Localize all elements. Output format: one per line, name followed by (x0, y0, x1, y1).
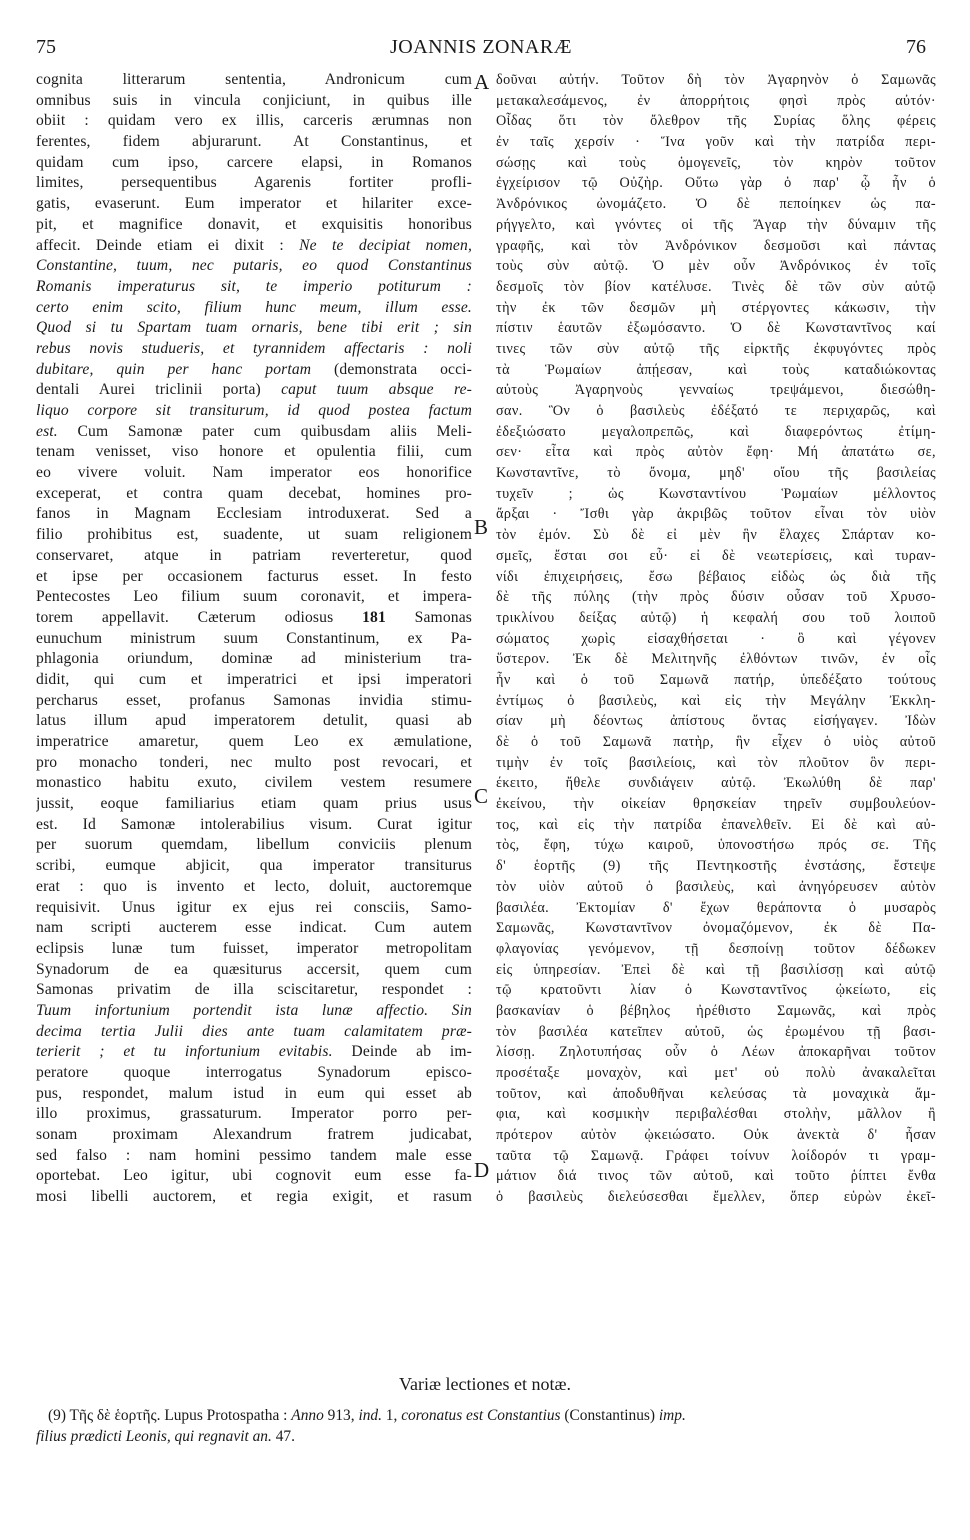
latin-line (36, 442, 472, 463)
italic-text: terierit ; et tu infortunium evitabis. (36, 1043, 333, 1061)
text-run: conservaret, atque in patriam reverteretur, quod (36, 546, 472, 564)
latin-line (36, 898, 472, 919)
text-run: dentali Aurei triclinii porta) (36, 381, 282, 399)
greek-line: σαν. Ὃν ὁ βασιλεὺς ἐδέξατό τε περιχαρῶς, καὶ (496, 403, 936, 419)
text-run: monastico habitu exuto, civilem vestem resumere (36, 774, 472, 792)
text-run: illo proximus, grassaturum. Imperator porro per- (36, 1105, 472, 1123)
text-run: (Constantinus) (560, 1407, 659, 1424)
greek-line: εἰς ὑπηρεσίαν. Ἐπεὶ δὲ καὶ τῇ βασιλίσσῃ καὶ αὐτῷ (496, 961, 936, 978)
greek-line: ὕστερον. Ἐκ δὲ Μελιτηνῆς ἐλθόντων τινῶν, ἐν οἷς (496, 651, 936, 668)
text-run: eo vivere voluit. Nam imperator eos honorifice (36, 464, 472, 482)
italic-text: caput tuum absque re- (281, 381, 472, 399)
latin-line (36, 980, 472, 1001)
latin-line (36, 318, 472, 339)
text-run: est. Id Samonæ intolerabilius visum. Curat igitur (36, 815, 472, 833)
italic-text: decima tertia Julii dies ante tuam calamitatem præ- (36, 1022, 472, 1040)
latin-line (36, 1146, 472, 1167)
bold-number: 181 (362, 608, 386, 626)
greek-line: σώματος χωρὶς εἰσαχθήσεται · ὃ καὶ γέγονεν (496, 630, 936, 647)
latin-line (36, 401, 472, 422)
latin-line (36, 215, 472, 236)
latin-line (36, 298, 472, 319)
text-run: Cum Samonæ pater cum quibusdam aliis Meli- (57, 422, 472, 440)
text-run: torem appellavit. Cæterum odiosus (36, 608, 363, 626)
greek-line: ρήγγελτο, καὶ γνόντες οἱ τῆς Ἄγαρ τὴν δύναμιν τῆς (496, 216, 936, 233)
greek-line: βασιλέα. Ἐκτομίαν δ' ἔχων θεράποντα ὁ μυσαρὸς (496, 899, 936, 916)
note-line (36, 1405, 936, 1426)
greek-line: πρότερον αὐτὸν ᾠκειώσατο. Οὐκ ἀνεκτὰ δ' ἦσαν (496, 1127, 936, 1144)
latin-line (36, 1125, 472, 1146)
italic-text: Constantine, tuum, nec putaris, eo quod Constantinus (36, 257, 472, 275)
latin-line (36, 939, 472, 960)
greek-column (496, 70, 936, 1208)
text-run: omnibus suis in vincula conjiciunt, in quibus ille (36, 91, 472, 109)
latin-line (36, 463, 472, 484)
italic-text: ind. (358, 1407, 382, 1424)
greek-line: ἄρξαι · Ἴσθι γὰρ ἀκριβῶς τοῦτον εἶναι τὸν υἱὸν (496, 506, 936, 523)
greek-line: τὸν βασιλέα κατεῖπεν αὐτοῦ, ὡς ἐρωμένου τῇ βασι- (496, 1023, 936, 1040)
greek-line: σώσῃς καὶ τοὺς ὁμογενεῖς, τὸν κηρὸν τοῦτον (496, 154, 936, 171)
greek-line: φια, καὶ κοσμικὴν περιβαλέσθαι στολὴν, μᾶλλον ἢ (496, 1106, 936, 1123)
text-run: eclipsis lunæ tum fuisset, imperator metropolitam (36, 939, 472, 957)
text-run: cognita litterarum sententia, Andronicum cum (36, 71, 472, 88)
latin-line (36, 794, 472, 815)
text-run: oportebat. Leo igitur, ubi cognovit eum esse fa- (36, 1167, 472, 1185)
text-run: (9) Τῆς δὲ ἑορτῆς. Lupus Protospatha : (48, 1407, 292, 1424)
text-run: pro monacho tonderi, nec multo post revocari, et (36, 753, 472, 771)
greek-line: ταῦτα τῷ Σαμωνᾷ. Γράφει τοίνυν λοίδορόν τι γραμ- (496, 1147, 936, 1164)
latin-line (36, 525, 472, 546)
greek-line: τὸς, ἔφη, τύχω καιροῦ, ὑπονοστήσω πρός σε. Τῆς (496, 837, 936, 854)
running-header (36, 36, 926, 66)
italic-text: coronatus est Constantius (401, 1407, 561, 1424)
latin-column (36, 70, 472, 1208)
latin-line (36, 70, 472, 91)
text-run: affecit. Deinde etiam ei dixit : (36, 236, 300, 254)
text-run: mosi libelli auctorem, et regia exigit, et rasum (36, 1188, 472, 1206)
text-run: requisivit. Unus igitur ex ejus rei consciis, Samo- (36, 898, 472, 916)
latin-line (36, 1187, 472, 1208)
text-run: et ipse per occasionem facturus esset. In festo (36, 567, 472, 585)
latin-line (36, 567, 472, 588)
text-run: 913, (323, 1407, 359, 1424)
greek-line: μάτιον διά τινος τῶν αὐτοῦ, καὶ τοῦτο ῥίπτει ἔνθα (496, 1168, 936, 1185)
latin-line (36, 649, 472, 670)
latin-line (36, 1022, 472, 1043)
italic-text: Tuum infortunium portendit ista lunæ affectio. Sin (36, 1001, 472, 1019)
greek-line: τρικλίνου δείξας αὐτῷ) ἡ κεφαλή σου τοῦ λοιποῦ (496, 609, 936, 626)
latin-line (36, 236, 472, 257)
text-run: ferentes, fidem abjurarunt. At Constantinus, et (36, 133, 472, 151)
latin-line (36, 132, 472, 153)
latin-line (36, 691, 472, 712)
italic-text: Romanis imperaturus sit, te imperio potiturum : (36, 277, 472, 295)
notes-section (36, 1405, 936, 1447)
latin-line (36, 1104, 472, 1125)
greek-line: τιμὴν ἐν τοῖς βασιλείοις, καὶ τὸν πλοῦτον ὃν περι- (496, 754, 936, 771)
text-run: scribi, eumque abjicit, qua imperator transiturus (36, 857, 472, 875)
text-run: per suorum quemdam, libellum conviciis plenum (36, 836, 472, 854)
latin-line (36, 856, 472, 877)
text-run: erat : quo is invento et lecto, doluit, auctoremque (36, 877, 472, 895)
text-run: didit, qui cum et imperatrici et ipsi imperatori (36, 670, 472, 688)
greek-line: βασκανίαν ὁ βέβηλος ἠρέθιστο Σαμωνᾶς, καὶ πρὸς (496, 1002, 936, 1019)
latin-line (36, 1001, 472, 1022)
latin-line (36, 173, 472, 194)
latin-line (36, 91, 472, 112)
italic-text: filius prædicti Leonis, qui regnavit an. (36, 1428, 272, 1445)
greek-line: ἐδεξιώσατο μεγαλοπρεπῶς, καὶ διαφερόντως ἐτίμη- (496, 423, 936, 440)
greek-line: σεν· εἶτα καὶ πρὸς αὐτὸν ἔφη· Μή ἀπατάτω σε, (496, 444, 936, 461)
text-run: eunuchum ministrum suum Constantinum, ex Pa- (36, 629, 472, 647)
page-number-right: 76 (906, 36, 926, 58)
latin-line (36, 153, 472, 174)
greek-line: πίστιν ἑαυτῶν ἐξωμόσαντο. Ὁ δὲ Κωνσταντῖνος καί (496, 320, 936, 337)
latin-line (36, 1063, 472, 1084)
text-run: nam scripti aucterem esse indicat. Cum autem (36, 919, 472, 937)
latin-line (36, 1042, 472, 1063)
greek-line: προσέταξε μοναχὸν, καὶ μετ' οὐ πολὺ ἀνακαλεῖται (496, 1065, 936, 1081)
text-run: 1, (381, 1407, 402, 1424)
notes-heading: Variæ lectiones et notæ. (399, 1374, 571, 1394)
latin-line (36, 1084, 472, 1105)
greek-line: τὴν ἐκ τῶν δεσμῶν μὴ στέργοντες κάκωσιν, τὴν (496, 299, 936, 316)
text-run: exceperat, et contra quam decebat, homines pro- (36, 484, 472, 502)
greek-line: σμεῖς, ἔσται σοι εὖ· εἰ δὲ νεωτερίσεις, καὶ τυραν- (496, 547, 936, 564)
greek-line: τοὺς σὺν αὐτῷ. Ὁ μὲν οὖν Ἀνδρόνικος ἐν τοῖς (496, 258, 936, 275)
greek-line: νίδι ἐπιχειρήσεις, ἔσω βέβαιος εἰδὼς ὡς διὰ τῆς (496, 568, 936, 585)
italic-text: imp. (658, 1407, 686, 1424)
text-run: pus, respondet, malum istud in eum qui esset ab (36, 1084, 472, 1102)
greek-line: τυχεῖν ; ὡς Κωνσταντίνου Ῥωμαίων μέλλοντος (496, 485, 936, 502)
greek-line: Οἶδας ὅτι τὸν ὄλεθρον τῆς Συρίας ὅλης φέρεις (496, 113, 936, 130)
greek-line: φλαγονίας γενόμενον, τῇ δεσποίνῃ τοῦτον δέδωκεν (496, 940, 936, 957)
latin-line (36, 711, 472, 732)
latin-line (36, 773, 472, 794)
greek-line: δ' ἑορτῆς (9) τῆς Πεντηκοστῆς ἐνστάσης, ἔστεψε (496, 858, 936, 875)
text-run: latus illum apud imperatorem detulit, quasi ab (36, 712, 472, 730)
text-run: limites, persequentibus Agarenis fortiter profli- (36, 174, 472, 192)
greek-line: ἐγχείρισον τῷ Οὐζὴρ. Οὕτω γὰρ ὁ παρ' ᾧ ἦν ὁ (496, 175, 936, 192)
latin-line (36, 587, 472, 608)
text-run: pit, et magnifice donavit, et exquisitis honoribus (36, 215, 472, 233)
greek-line: ἐν ταῖς χερσίν · Ἵνα γοῦν καὶ τὴν πατρίδα περι- (496, 134, 936, 151)
text-run: peratore quoque interrogatus Synadorum episco- (36, 1064, 472, 1081)
margin-letter-c: C (474, 784, 489, 808)
greek-line: Σαμωνᾶς, Κωνσταντῖνον ὀνομαζόμενον, ἐκ δὲ Πα- (496, 920, 936, 937)
greek-line: τῷ κρατοῦντι λίαν ὁ Κωνσταντῖνος ᾠκείωτο, εἰς (496, 982, 936, 999)
greek-line: σίαν μὴ δέοντως ἀπίστους ὄντας εἰσήγαγεν. Ἰδὼν (496, 713, 936, 730)
greek-line: ὁ βασιλεὺς διελεύσεσθαι ἔμελλεν, ὅπερ εὑρὼν ἐκεῖ- (496, 1189, 936, 1206)
greek-line: έκειτο, ἤθελε συνδιάγειν αὐτῷ. Ἐκωλύθη δὲ παρ' (496, 775, 936, 792)
greek-line: τὸν ἐμόν. Σὺ δὲ εἰ μὲν ἣν ἔλαχες Σπάρταν κο- (496, 527, 936, 544)
greek-line: Κωνσταντῖνε, τὸ ὄνομα, μηδ' οἴου τῆς βασιλείας (496, 465, 936, 482)
running-title: JOANNIS ZONARÆ (389, 36, 572, 58)
text-run: quidam cum ipso, carcere elapsi, in Romanos (36, 153, 472, 171)
greek-line: ἐντίμως ὁ βασιλεὺς, καὶ εἰς τὴν Μεγάλην Ἐκκλη- (496, 692, 936, 709)
text-run: sonam proximam Alexandrum fratrem judicabat, (36, 1126, 472, 1144)
latin-line (36, 504, 472, 525)
latin-line (36, 608, 472, 629)
page-number-left: 75 (36, 36, 56, 58)
latin-line (36, 111, 472, 132)
latin-line (36, 194, 472, 215)
greek-line: τὰ Ῥωμαίων ἀπῄεσαν, καὶ τοὺς καταδιώκοντας (496, 361, 936, 378)
text-run: imperatrice amaretur, quem Leo ex æmulatione, (36, 733, 472, 750)
latin-line (36, 670, 472, 691)
text-run: tenam venisset, viso honore et opulentia filii, cum (36, 443, 472, 461)
text-run: obiit : quidam vero ex illis, carceris ærumnas non (36, 112, 472, 130)
margin-letter-b: B (474, 515, 489, 539)
margin-letter-a: A (474, 70, 490, 94)
latin-line (36, 546, 472, 567)
greek-line: τὸν υἱὸν αὐτοῦ ὁ βασιλεὺς, καὶ ἀνηγόρευσεν αὐτὸν (496, 878, 936, 895)
latin-line (36, 732, 472, 753)
latin-line (36, 1166, 472, 1187)
text-run: jussit, eoque familiarius etiam quam prius usus (36, 795, 472, 813)
text-run: Synadorum de ea quæsiturus accersit, quem cum (36, 960, 472, 978)
text-run: 47. (271, 1428, 295, 1445)
latin-line (36, 877, 472, 898)
margin-letter-d: D (474, 1158, 490, 1182)
latin-line (36, 753, 472, 774)
italic-text: est. (36, 422, 58, 440)
greek-line: Ἀνδρόνικος ὠνομάζετο. Ὁ δὲ πεποίηκεν ὡς πα- (496, 196, 936, 213)
text-run: fanos in Magnam Ecclesiam introduxerat. Sed a (36, 505, 472, 523)
greek-line: ἦν καὶ ὁ τοῦ Σαμωνᾶ πατήρ, ὑπεδέξατο τούτους (496, 671, 936, 688)
note-line (36, 1426, 936, 1447)
latin-line (36, 339, 472, 360)
greek-line: τοῦτον, καὶ ἀποδυθῆναι κελεύσας τὰ μοναχικὰ ἄμ- (496, 1085, 936, 1102)
greek-line: μετακαλεσάμενος, ἐν ἀπορρήτοις φησὶ πρὸς αὐτόν· (496, 92, 936, 109)
text-run: Pentecostes Leo filium suum coronavit, et impera- (36, 588, 472, 606)
greek-line: τινες τῶν σὺν αὐτῷ τῆς εἱρκτῆς ἐκφυγόντες πρὸς (496, 340, 936, 357)
italic-text: Ne te decipiat nomen, (299, 236, 472, 254)
italic-text: rebus novis studueris, et tyrannidem affectaris : noli (36, 339, 472, 357)
text-run: percharus esset, profanus Samonas invidia stimu- (36, 691, 472, 709)
greek-line: τος, καὶ εἰς τὴν πατρίδα ἐπανελθεῖν. Εἰ δὲ καὶ αὐ- (496, 816, 936, 833)
greek-line: λίσσῃ. Ζηλοτυπήσας οὖν ὁ Λέων ἀποκαρῆναι τοῦτον (496, 1044, 936, 1061)
italic-text: dubitare, quin per hanc portam (36, 360, 312, 378)
text-run: (demonstrata occi- (311, 360, 472, 378)
latin-line (36, 918, 472, 939)
italic-text: Quod si tu Spartam tuam ornaris, bene tibi erit ; sin (36, 319, 472, 337)
text-run: gatis, evaserunt. Eum imperator et hilariter exce- (36, 195, 472, 213)
latin-line (36, 629, 472, 650)
greek-line: αὐτοὺς Ἀγαρηνοὺς γενναίως τρεψάμενοι, διεσώθη- (496, 382, 936, 399)
greek-line: δὲ τῆς πύλης (τὴν πρὸς δύσιν οὖσαν τοῦ Χρυσο- (496, 589, 936, 606)
text-run: Samonas privatim de illa sciscitaretur, respondet : (36, 981, 472, 999)
latin-line (36, 360, 472, 381)
text-run: phlagonia oriundum, dominæ ad ministerium tra- (36, 650, 472, 668)
text-run: Samonas (385, 608, 472, 626)
greek-line: δεσμοῖς τὸν βίον κατέλυσε. Τινὲς δὲ τῶν σὺν αὐτῷ (496, 278, 936, 295)
latin-line (36, 256, 472, 277)
text-run: Deinde ab im- (332, 1043, 472, 1061)
italic-text: liquo corpore sit transiturum, id quod postea factum (36, 402, 472, 419)
latin-line (36, 835, 472, 856)
greek-line: δοῦναι αὐτήν. Τοῦτον δὴ τὸν Ἀγαρηνὸν ὁ Σαμωνᾶς (496, 72, 936, 88)
latin-line (36, 960, 472, 981)
latin-line (36, 815, 472, 836)
greek-line: δὲ ὁ τοῦ Σαμωνᾶ πατὴρ, ἣν εἶχεν ὁ υἱὸς αὐτοῦ (496, 734, 936, 750)
latin-line (36, 484, 472, 505)
text-run: filio prohibitus est, suadente, ut suam religionem (36, 526, 472, 544)
italic-text: certo enim scito, filium hunc meum, illum esse. (36, 298, 472, 316)
greek-line: γραφῆς, καὶ τὸν Ἀνδρόνικον δεσμοῦσι καὶ πάντας (496, 237, 936, 254)
italic-text: Anno (291, 1407, 324, 1424)
latin-line (36, 277, 472, 298)
greek-line: ἐκείνου, τὴν οἰκείαν θρησκείαν τηρεῖν συμβουλεύον- (496, 796, 936, 813)
text-run: sed falso : nam homini pessimo tandem male esse (36, 1146, 472, 1164)
latin-line (36, 422, 472, 443)
latin-line (36, 380, 472, 401)
